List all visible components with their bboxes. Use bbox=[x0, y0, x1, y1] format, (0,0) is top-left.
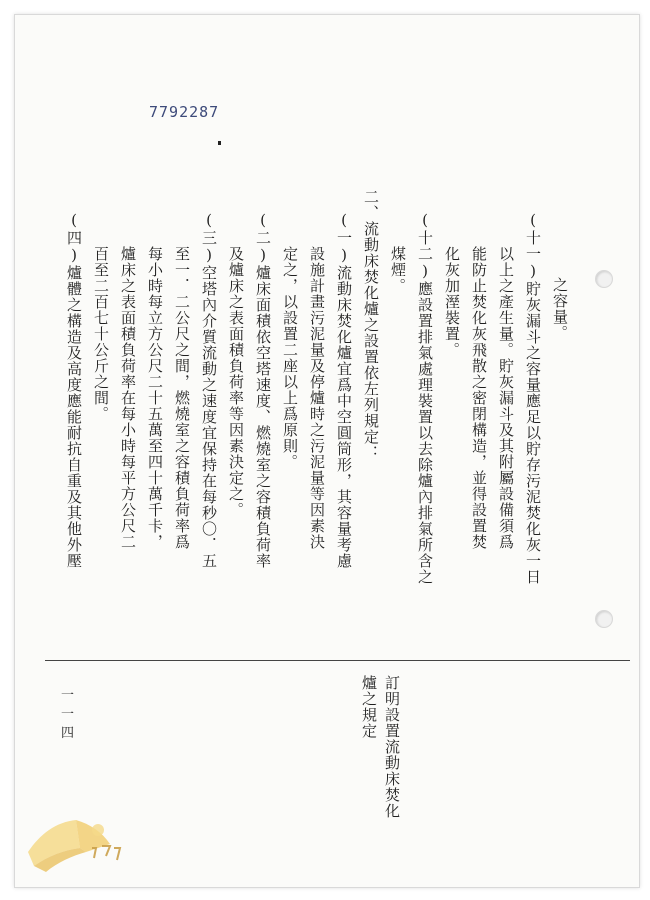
text-column: 以上之產生量。貯灰漏斗及其附屬設備須爲 bbox=[497, 246, 515, 550]
document-number: 7792287 bbox=[149, 103, 220, 121]
margin-note: 訂明設置流動床焚化 bbox=[383, 675, 401, 819]
page-number: 一一四 bbox=[61, 688, 75, 741]
text-column: 每小時每立方公尺二十五萬至四十萬千卡， bbox=[146, 246, 164, 550]
text-column: (十一)貯灰漏斗之容量應足以貯存污泥焚化灰一日 bbox=[524, 211, 542, 585]
text-column: (二)爐床面積依空塔速度、燃燒室之容積負荷率 bbox=[254, 211, 272, 569]
ink-mark bbox=[218, 141, 221, 145]
text-column: 煤煙。 bbox=[389, 246, 407, 294]
text-column: (四)爐體之構造及高度應能耐抗自重及其他外壓 bbox=[65, 211, 83, 569]
text-column: 至一．二公尺之間，燃燒室之容積負荷率爲 bbox=[173, 246, 191, 550]
text-column: 及爐床之表面積負荷率等因素決定之。 bbox=[227, 246, 245, 518]
binding-hole bbox=[595, 610, 613, 628]
text-column: (三)空塔內介質流動之速度宜保持在每秒〇．五 bbox=[200, 211, 218, 569]
document-page bbox=[14, 14, 640, 888]
divider-line bbox=[45, 660, 630, 661]
library-logo-icon bbox=[20, 808, 130, 880]
text-column: 化灰加溼裝置。 bbox=[443, 246, 461, 358]
text-column: (一)流動床焚化爐宜爲中空圓筒形，其容量考慮 bbox=[335, 211, 353, 569]
section-heading: 二、流動床焚化爐之設置依左列規定： bbox=[362, 189, 380, 461]
binding-hole bbox=[595, 270, 613, 288]
text-column: 之容量。 bbox=[551, 277, 569, 341]
text-column: 設施計畫污泥量及停爐時之污泥量等因素決 bbox=[308, 246, 326, 550]
text-column: (十二)應設置排氣處理裝置以去除爐內排氣所含之 bbox=[416, 211, 434, 585]
text-column: 定之，以設置二座以上爲原則。 bbox=[281, 246, 299, 470]
margin-note: 爐之規定 bbox=[360, 675, 378, 739]
text-column: 能防止焚化灰飛散之密閉構造，並得設置焚 bbox=[470, 246, 488, 550]
text-column: 百至二百七十公斤之間。 bbox=[92, 246, 110, 422]
text-column: 爐床之表面積負荷率在每小時每平方公尺二 bbox=[119, 246, 137, 550]
